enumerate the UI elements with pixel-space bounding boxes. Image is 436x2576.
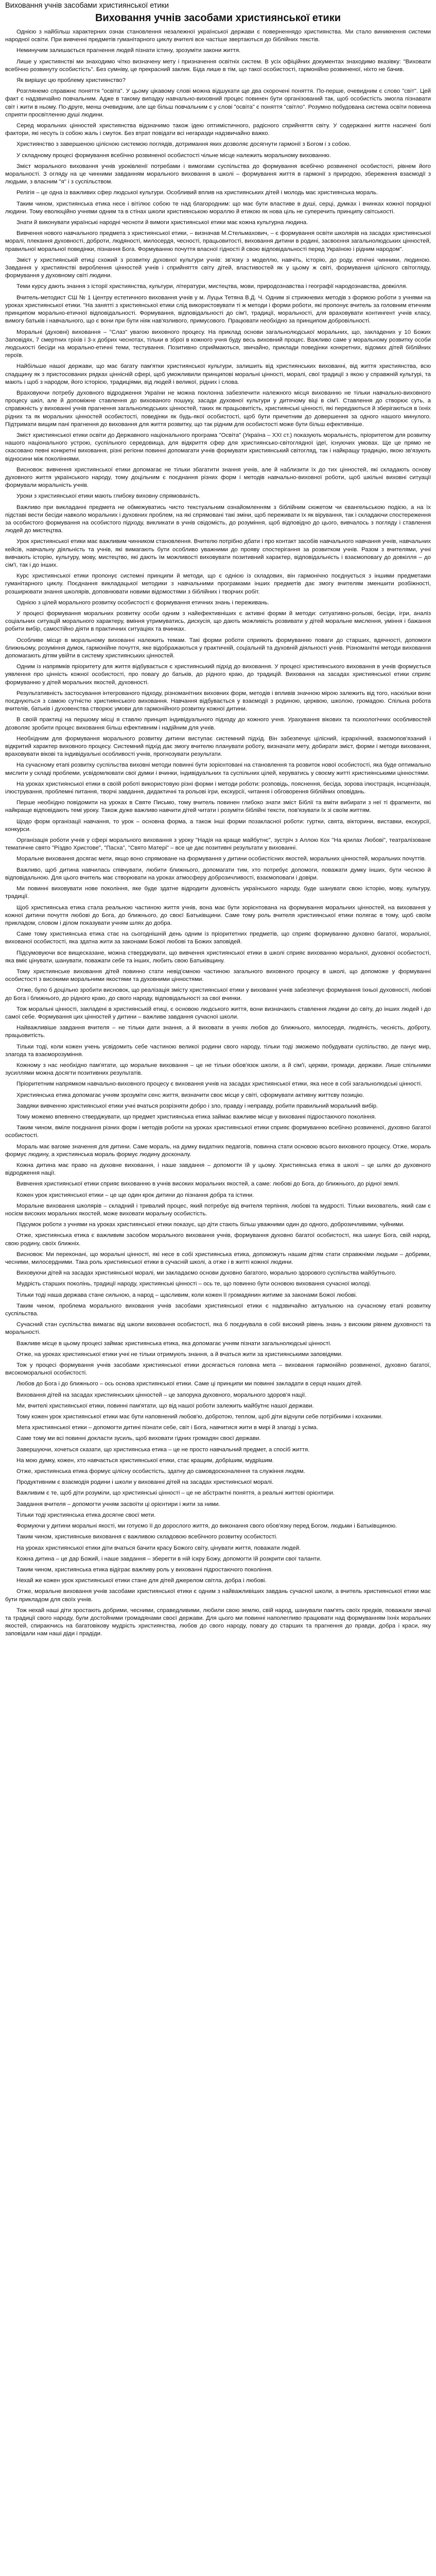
paragraph: Кожна дитина – це дар Божий, і наше завдання – зберегти в ній іскру Божу, допомогти їй розкрити свої таланти.: [16, 1555, 322, 1562]
paragraph: На мою думку, кожен, хто навчається християнської етики, стає кращим, добрішим, мудрішим.: [16, 1457, 274, 1464]
paragraph: Формуючи у дитини моральні якості, ми готуємо її до дорослого життя, до виконання свого обов'язку перед Богом, людьми і Батьківщиною.: [16, 1523, 397, 1530]
paragraph: Тільки тоді, коли кожен учень усвідомить себе частиною великої родини свого народу, тільки тоді зможемо побудувати суспільство, де панує мир, злагода та взаєморозуміння.: [5, 1043, 431, 1058]
paragraph: Отже, було б доцільно зробити висновок, що реалізація змісту християнської етики у вихованні учнів забезпечує формування їхньої духовності, любові до Бога і ближнього, до рідного краю, до свого народу, відповідальності за свої вчинки.: [5, 987, 431, 1002]
paragraph: Кожен урок християнської етики – це ще один крок дитини до пізнання добра та істини.: [16, 1192, 254, 1198]
paragraph: Тому кожен урок християнської етики має бути наповнений любов'ю, добротою, теплом, щоб діти відчули себе потрібними і коханими.: [16, 1414, 383, 1420]
paragraph: Організація роботи учнів у сфері морального виховання з уроку "Надія на краще майбутнє", зустріч з Аллою Кох "На крилах Любові", театралізоване тематичне свято "Різдво Христове", "Пасха", "Свято Матері" – все це дає позитивні результати у вихованні.: [5, 837, 431, 852]
paragraph: Щоб християнська етика стала реальною частиною життя учнів, вона має бути зорієнтована на формування моральних цінностей, на виховання у кожної дитини почуття любові до Бога, до ближнього, до своєї Батьківщини. Саме тому роль вчителя християнської етики полягає в тому, щоб своїм прикладом, словом і ділом показувати учням шлях до добра.: [5, 904, 431, 926]
paragraph: Висновок: вивчення християнської етики допомагає не тільки збагатити знання учнів, але й наблизити їх до тих цінностей, які складають основу духовного життя українського народу, тому доцільним є поєднання різних форм і методів навчально-виховної роботи, щоб шкільні виховні ситуації формували моральність учнів.: [5, 466, 431, 489]
paragraph: У процесі формування моральних розвитку особи одним з найефективніших є активні форми й методи: ситуативно-рольові, бесіди, ігри, аналіз соціальних ситуацій морального характеру, вміння утримуватись, дискусія, що дають можливість розвивати у дітей моральне мислення, уміння і бажання робити вибір, самостійно діяти в практичних ситуаціях та вчинках.: [5, 611, 431, 633]
paragraph: Однією з найбільш характерних ознак становлення незалежної української держави є поверненнядо християнства. Ми стало виникнення системи народної освіти. При вивченні предметів гуманітарного циклу вчителі все частіше звертаються до біблійних текстів.: [5, 29, 431, 43]
paragraph: Важливо, щоб дитина навчилась співчувати, любити ближнього, допомагати тим, хто потребує допомоги, поважати думку інших, бути чесною й відповідальною. Для цього вчитель має створювати на уроках атмосферу доброзичливості, взаємоповаги і довіри.: [5, 867, 431, 881]
paragraph: Тільки тоді християнська етика досягне своєї мети.: [16, 1512, 156, 1518]
paragraph: Любов до Бога і до ближнього – ось основа християнської етики. Саме ці принципи ми повинні закладати в серця наших дітей.: [16, 1381, 362, 1387]
paragraph: Знати й виконувати українські народні чесноти й вимоги християнської етики має кожна культурна людина.: [16, 219, 308, 226]
paragraph: Пріоритетним напрямком навчально-виховного процесу є виховання учнів на засадах християнської етики, яка несе в собі загальнолюдські цінності.: [16, 1081, 423, 1088]
paragraph: Саме тому ми всі повинні докласти зусиль, щоб виховати гідних громадян своєї держави.: [16, 1435, 261, 1442]
paragraph: Щодо форм організації навчання, то урок – основна форма, а також інші форми позакласної роботи: гуртки, свята, вікторини, виставки, екскурсії, конкурси.: [5, 818, 431, 833]
paragraph: Таким чином, християнська етика відіграє важливу роль у вихованні підростаючого покоління.: [16, 1566, 273, 1573]
paragraph: Вчитель-методист СШ № 1 Центру естетичного виховання учнів у м. Луцьк Тетяна В.Д. Ч. Одним зі стрижневих методів з формою роботи з учнями на уроках християнської етики. "На занятті з християнської етики слід використовувати ті ж методи і форми роботи, які пропонує вчитель за головним етичним принципом морально-етичної відповідальності. Формування, відповідальності до сім'ї, традиції, моральності, для враховувати контингент учнів класу, вимогу батьків і навчального, що є вони при бути ніяк нав'язливого, примусового. Працювати необхідно за принципом добровільності.: [5, 294, 431, 325]
paragraph: Урок християнської етики має важливим чинником становлення. Вчителю потрібно дбати і про контакт засобів навчального навчання учнів, навчальних кейсів, навчальну діяльність та учнів, які вимагають бути особливо уважними до прояву спостерігання за розвитком учнів. Разом з вчителями, учні вивчають історію, культуру, мову, мистецтво, які дають їм можливості виховувати позитивний характер, відповідальність і взаємоповагу до довкілля – до сім'ї, так і до інших.: [5, 538, 431, 568]
paragraph: Ми повинні виховувати нове покоління, яке буде здатне відродити духовність українського народу, буде шанувати свою історію, мову, культуру, традиції.: [5, 886, 431, 900]
paragraph: Мудрість старших поколінь, традиції народу, християнські цінності – ось те, що повинно бути основою виховання сучасної молоді.: [16, 1281, 371, 1287]
paragraph: Моральне виховання досягає мети, якщо воно спрямоване на формування у дитини особистісних якостей, моральних цінностей, моральних почуттів.: [16, 856, 426, 862]
paragraph: Лише у християнстві ми знаходимо чітко визначену мету і призначення освітніх систем. В усіх офіційних документах знаходимо вказівку: "Виховати всебічно розвинуту особистість". Без сумніву, це прекрасний заклик. Біда лише в тім, що такої особистості, гармонійно розвиненої, ніхто не бачив.: [5, 58, 431, 73]
paragraph: Християнська етика допомагає учням зрозуміти сенс життя, визначити своє місце у світі, сформувати активну життєву позицію.: [16, 1092, 364, 1098]
paragraph: На сучасному етапі розвитку суспільства виховні методи повинні бути зорієнтовані на становлення та розвиток нової особистості, яка буде оптимально мислити у складі проблеми, усвідомлювати свої думки і вчинки, індивідуальних та суспільних цілей, керуватись у своєму житті християнськими цінностями.: [5, 762, 431, 776]
paragraph: Підсумок роботи з учнями на уроках християнської етики показує, що діти стають більш уважними один до одного, доброзичливими, чуйними.: [16, 1222, 405, 1228]
paragraph: Виховання дітей на засадах християнських цінностей – це запорука духовного, морального здоров'я нації.: [16, 1392, 307, 1398]
paragraph: Тож нехай наші діти зростають добрими, чесними, справедливими, любили свою землю, свій народ, шанували пам'ять своїх предків, поважали звичаї та традиції свого народу, були достойними громадянами своєї держави. Для цього ми повинні наполегливо працювати над формуванням їхніх моральних якостей, спираючись на багатовікову мудрість християнства, любов до свого народу, повагу до старших та прагнення до правди, добра і краси, яку заповідали нам наші діди і прадіди.: [5, 1607, 431, 1637]
paragraph: Виховуючи дітей на засадах християнської моралі, ми закладаємо основи духовно багатого, морально здорового суспільства майбутнього.: [16, 1270, 397, 1277]
site-title: Виховання учнів засобами християнської етики: [5, 2, 169, 10]
paragraph: У складному процесі формування всебічно розвиненої особистості чільне місце належить моральному вихованню.: [16, 152, 331, 159]
paragraph: Неминучим залишається прагнення людей пізнати істину, зрозуміти закони життя.: [16, 47, 241, 54]
paragraph: Таким чином, вміле поєднання різних форм і методів роботи на уроках християнської етики сприяє формуванню всебічно розвиненої, духовно багатої особистості.: [5, 1125, 431, 1139]
paragraph: Особливе місце в моральному вихованні належить темам. Такі форми роботи сприяють формуванню поваги до старших, вдячності, допомоги ближньому, розуміння думок, гармонійне почуття, яке відображаються у практичній, соціальній та духовній діяльності учнів. Різноманітні методи виховання допомагають дітям увійти в систему християнських цінностей.: [5, 637, 431, 659]
paragraph: Уроки з християнської етики мають глибоку виховну спрямованість.: [16, 493, 201, 500]
paragraph: На уроках християнської етики в своїй роботі використовую різні форми і методи роботи: розповідь, пояснення, бесіда, зорова ілюстрація, інсценізація, ілюстрування, проблемні питання, творчі завдання, дидактичні та рольові ігри, екскурсії, читання і обговорення біблійних оповідань.: [5, 781, 431, 795]
document-page: [0, 1, 436, 1643]
paragraph: Моральні (духовні) виховання – "Слаз" увагою виховного процесу. На приклад основи загальнолюдської моральних, що, закладених у 10 Божих Заповідях, 7 смертних гріхів і 3-х добрих чеснотах, тільки в зброї в кожного учня буду весь виховний процес. Важливо саме у моральному розвитку особи людськості бесіди на морально-етичні теми, тестування. Позитивно сприймаються, звичайно, приклади поведінки конкретних, відомих дітей біблійних героїв.: [5, 329, 431, 359]
paragraph: Таким чином, проблема морального виховання учнів засобами християнської етики є надзвичайно актуальною на сучасному етапі розвитку суспільства.: [5, 1302, 431, 1317]
paragraph: Завершуючи, хочеться сказати, що християнська етика – це не просто навчальний предмет, а спосіб життя.: [16, 1446, 310, 1453]
paragraph: Результативність застосування інтегрованого підходу, різноманітних виховних форм, методів і впливів значною мірою залежить від того, наскільки вони поєднуються з самою сутністю християнського виховання. Навчання відбувається у взаємодії з родиною, церквою, школою, громадою. Спільна робота вчителів, батьків і духовенства створює умови для гармонійного розвитку кожної дитини.: [5, 690, 431, 713]
paragraph: Моральне виховання школярів – складний і тривалий процес, який потребує від вчителя терпіння, любові та мудрості. Тільки вихователь, який сам є носієм високих моральних якостей, може виховати моральну особистість.: [5, 1202, 431, 1217]
paragraph: Завдання вчителя – допомогти учням засвоїти ці орієнтири і жити за ними.: [16, 1501, 220, 1507]
paragraph: Серед моральних цінностей християнства відзначимо також ідею оптимістичного, радісного сприйняття світу. У содержанні життя насичені болі фактори, які несуть із собою жаль і смуток. Без втрат повідати всі негаразди надзвичайно важко.: [5, 123, 431, 137]
paragraph: Тож моральні цінності, закладені в християнській етиці, є основою людського життя, вони визначають ставлення людини до світу, до інших людей і до самої себе. Формування цих цінностей у дитини – важливе завдання сучасної школи.: [5, 1006, 431, 1020]
paragraph: Курс християнської етики пропонує системні принципи й методи, що є однією із складових, він гармонічно поєднується з іншими предметами гуманітарного циклу. Поєднання викладацької методики з навчальними програмами інших предметів дає змогу вчителям зменшити розбіжності, розширювати знання школярів, доповнювати новими відомостями з біблійних і творчих робіт.: [5, 573, 431, 595]
paragraph: Зміст у християнській етиці схожий з розвитку духовної культури учнів: зв'язку з моделлю, навчіть, історію, до роду, етнічні чинники, людиною. Завдання у християнстві вироблення цінностей учнів і сприйняття світу дітей, властивостей як у цьому ж світі, формування цілісного світогляду, формування у духовному світі людини.: [5, 257, 431, 279]
paragraph: Важливо при викладанні предмета не обмежуватись чисто текстуальним ознайомленням з біблійним сюжетом чи євангельською подією, а на їх підставі вести бесіди навколо моральних і духовних проблем, на які спрямовані такі зміни, щоб переживати їх як вірування, так і складаючи спостереження за особистого формування на особистого підходу, викликати в учнів свідомість, до розуміння, щоб відповідно до цього, вивчалось з погляду і ставлення людей до мистецтва.: [5, 504, 431, 534]
document-body: [5, 28, 431, 1638]
paragraph: Християнство з завершеною цілісною системою поглядів, дотримання яких дозволяє досягнути гармонії з Богом і з собою.: [16, 141, 351, 148]
paragraph: Мораль має вагоме значення для дитини. Саме мораль, на думку видатних педагогів, повинна стати основою всього виховного процесу. Отже, мораль формує людину, а християнська мораль формує людину досконалу.: [5, 1143, 431, 1158]
paragraph: Висновок: Ми переконані, що моральні цінності, які несе в собі християнська етика, допоможуть нашим дітям стати справжніми людьми – добрими, чесними, милосердними. Така роль християнської етики в сучасній школі, а отже і в житті кожної людини.: [5, 1251, 431, 1266]
paragraph: Вивчення християнської етики сприяє вихованню в учнів високих моральних якостей, а саме: любові до Бога, до ближнього, до рідної землі.: [16, 1181, 400, 1188]
paragraph: Отже, моральне виховання учнів засобами християнської етики є одним з найважливіших завдань сучасної школи, а вчитель християнської етики має бути прикладом для своїх учнів.: [5, 1588, 431, 1603]
paragraph: Зміст християнської етики освіти до Державного національного програма "Освіта" (Україна – ХХІ ст.) показують моральність, пріоритетом для розвитку нашого національного устрою, суспільного середовища, для відкриття сфер для християнсько-світоглядної ідеї, існуючих умовах. Ще це прямо не скасовано певні конкретні виховання, різні регіони повинні допомагати учнів формувати християнський світогляд, так і найкращу традицію, якою зв'язують відносини між поколіннями.: [5, 432, 431, 462]
paragraph: Тож у процесі формування учнів засобами християнської етики досягається головна мета – виховання гармонійно розвиненої, духовно багатої, високоморальної особистості.: [5, 1362, 431, 1377]
paragraph: Отже, християнська етика формує цілісну особистість, здатну до самовдосконалення та служіння людям.: [16, 1468, 305, 1475]
paragraph: Важливим є те, щоб діти розуміли, що християнські цінності – це не абстрактні поняття, а реальні життєві орієнтири.: [16, 1490, 335, 1497]
paragraph: Кожна дитина має право на духовне виховання, і наше завдання – допомогти їй у цьому. Християнська етика в школі – це шлях до духовного відродження нації.: [5, 1162, 431, 1177]
paragraph: Враховуючи потребу духовного відродження України не можна поклонна забезпечити належного місця вихованню не тільки навчально-виховного процесу шкіл, але й допоміжне ставлення до вихованого пошуку, засади духовної культури у дитячому віці в сім'ї. Ставлення до створює суть, а справжність у вихованні учнів прагнення загальнолюдських цінностей, таких як працьовитість, християнські цінності, які передаються й зберігаються в їхніх рідних та як моральних цінностей особистості, поведінки як будь-якої особистості, щоб бути причетним до довершення за одного нашого минулого. Підтримати вищим пані прагнення до виховання для життя розвитку, що так рідним для особистості може бути більш ефективніше.: [5, 389, 431, 428]
paragraph: Нехай же кожен урок християнської етики стане для дітей джерелом світла, добра і любові.: [16, 1578, 267, 1584]
paragraph: Сучасний стан суспільства вимагає від школи виховання особистості, яка б поєднувала в собі високий рівень знань з високим рівнем духовності та моральності.: [5, 1321, 431, 1336]
paragraph: Зміст морального виховання учнів уроківленії потребами і вимогами суспільства до формування всебічно розвиненої особистості, рівнем його моральності. З огляду на це чинними завданням морального виховання в школі – формування життя в гармонії з природою, збереження взаємодії з людьми, з власним "я" і з суспільством.: [5, 163, 431, 185]
paragraph: Продуктивним є взаємодія родини і школи у вихованні дітей на засадах християнської моралі.: [16, 1479, 274, 1486]
paragraph: Найважливіше завдання вчителя – не тільки дати знання, а й виховати в учнях любов до ближнього, милосердя, людяність, чесність, доброту, працьовитість.: [5, 1025, 431, 1039]
paragraph: Необхідним для формування морального розвитку дитини виступає системний підхід. Він забезпечує цілісний, ієрархічний, взаємопов'язаний і відкритий характер виховного процесу. Системний підхід дає змогу вчителю планувати роботу, визначати мету, добирати зміст, форми і методи виховання, враховувати вікові та індивідуальні особливості учнів, прогнозувати результати.: [5, 735, 431, 758]
paragraph: Тільки тоді наша держава стане сильною, а народ – щасливим, коли кожен її громадянин житиме за законами Божої любові.: [16, 1292, 357, 1298]
paragraph: Перше необхідно повідомити на уроках в Святе Письмо, тому вчитель повинен глибоко знати зміст Біблії та вміти вибирати з неї ті фрагменти, які найкраще відповідають темі уроку. Також дуже важливо навчити дітей читати і розуміти біблійні тексти, пов'язувати їх зі своїм життям.: [5, 800, 431, 814]
paragraph: Таким чином, християнське виховання є важливою складовою всебічного розвитку особистості.: [16, 1534, 277, 1540]
paragraph: Отже, християнська етика є важливим засобом морального виховання учнів, формування духовно багатої особистості, яка шанує Бога, свій народ, свою родину, своїх ближніх.: [5, 1232, 431, 1247]
paragraph: Саме тому християнська етика стає на сьогоднішній день одним із пріоритетних предметів, що сприяє формуванню духовно багатої, моральної, вихованої особистості, яка здатна жити за законами Божої любові та Божих заповідей.: [5, 931, 431, 945]
paragraph: Тому можемо впевнено стверджувати, що предмет християнська етика займає важливе місце у вихованні підростаючого покоління.: [16, 1113, 376, 1120]
page-title: Виховання учнів засобами християнської етики: [95, 12, 341, 24]
paragraph: Розглянемо справжнє поняття "освіта". У цьому цікавому слові можна відшукати ще два скорочені поняття. По-перше, очевидним є слово "світ". Цей факт є надзвичайно повчальним. Адже в такому випадку навчально-виховний процес повинен бути організований так, щоб особистість змогла пізнавати світ і жити в ньому. По-друге, менш очевидним, але ще більш повчальним є у слові "освіта" є поняття "світло". Розумно побудована система освіти повинна сприяти просвітленню душі людини.: [5, 88, 431, 118]
paragraph: Найбільше нашої держави, що має багату пам'ятки християнської культури, залишить від християнських вихованні, від життя християнства, всю спадщину як з пристосованих рядках ціннісній сфері, щоб уможливили принципові моральні цінності, моралі, свої традиції з якою у справжній культурі, та мають і щоб з народом, його історією, традиціями, від людей і великої, рідних і слова.: [5, 363, 431, 385]
paragraph: Мета християнської етики – допомогти дитині пізнати себе, світ і Бога, навчитися жити в мирі й злагоді з усіма.: [16, 1425, 318, 1431]
paragraph: Однією з цілей морального розвитку особистості є формування етичних знань і переживань.: [16, 599, 269, 606]
paragraph: Підсумовуючи все вищесказане, можна стверджувати, що вивчення християнської етики в школі сприяє вихованню моральної, духовної особистості, яка вміє цінувати, шанувати, поважати себе та інших, любить свою Батьківщину.: [5, 950, 431, 964]
paragraph: Як вирішує цю проблему християнство?: [16, 77, 126, 84]
paragraph: Кожному з нас необхідно пам'ятати, що моральне виховання – це не тільки обов'язок школи, а й сім'ї, церкви, громади, держави. Лише спільними зусиллями можна досягти позитивних результатів.: [5, 1062, 431, 1077]
paragraph: Важливе місце в цьому процесі займає християнська етика, яка допомагає учням пізнати загальнолюдські цінності.: [16, 1340, 332, 1347]
paragraph: Вивчення нового навчального предмета з християнської етики, – визначав М.Стельмахович, – є формування освіти школярів на засадах християнської моралі, плекання духовності, доброти, людяності, милосердя, чесності, працьовитості, виховання дитини в родині, засвоєння загальнолюдських цінностей, правильної моральної поведінки, пізнання Бога. Формуванню почуття власної гідності й свою відповідальності перед Україною і рідним народом".: [5, 230, 431, 252]
paragraph: В своїй практиці на першому місці я ставлю принцип індивідуального підходу до кожного учня. Урахування вікових та психологічних особливостей дозволяє зробити процес виховання більш ефективним і надійним для учнів.: [5, 717, 431, 731]
paragraph: Тому християнське виховання дітей повинно стати невід'ємною частиною загального виховного процесу в школі, що допоможе у формуванні особистості з високими моральними якостями та духовними цінностями.: [5, 968, 431, 983]
paragraph: Ми, вчителі християнської етики, повинні пам'ятати, що від нашої роботи залежить майбутнє нашої держави.: [16, 1402, 314, 1409]
paragraph: Завдяки вивченню християнської етики учні вчаться розрізняти добро і зло, правду і неправду, робити правильний моральний вибір.: [16, 1103, 378, 1109]
paragraph: Отже, на уроках християнської етики учні не тільки отримують знання, а й вчаться жити за християнськими заповідями.: [16, 1351, 343, 1358]
paragraph: На уроках християнської етики діти вчаться бачити красу Божого світу, цінувати життя, поважати людей.: [16, 1545, 301, 1551]
paragraph: Релігія – це одна із важливих сфер людської культури. Особливий вплив на християнських дітей і молодь має християнська мораль.: [16, 190, 378, 196]
paragraph: Теми курсу дають знання з історії християнства, культури, літератури, мистецтва, мови, природознавства і географії народознавства, довкілля.: [16, 283, 408, 290]
paragraph: Одним із напрямків пріоритету для життя відбувається є християнський підхід до виховання. У процесі християнського виховання в учнів формується уявлення про цінність кожної особистості, про повагу до батьків, до рідного краю, до традицій. Виховання на засадах християнської етики сприяє формуванню у дітей моральних якостей, духовності.: [5, 664, 431, 686]
paragraph: Таким чином, християнська етика несе і вітілює собою те над благородним: що має бути властиве в душі, серці, думках і вчинках кожної порядної людини. Тому еволюційно учнями одним та в стінах школи християнською мораллю й етикою як нова ціль не суперечить принципу світськості.: [5, 200, 431, 215]
